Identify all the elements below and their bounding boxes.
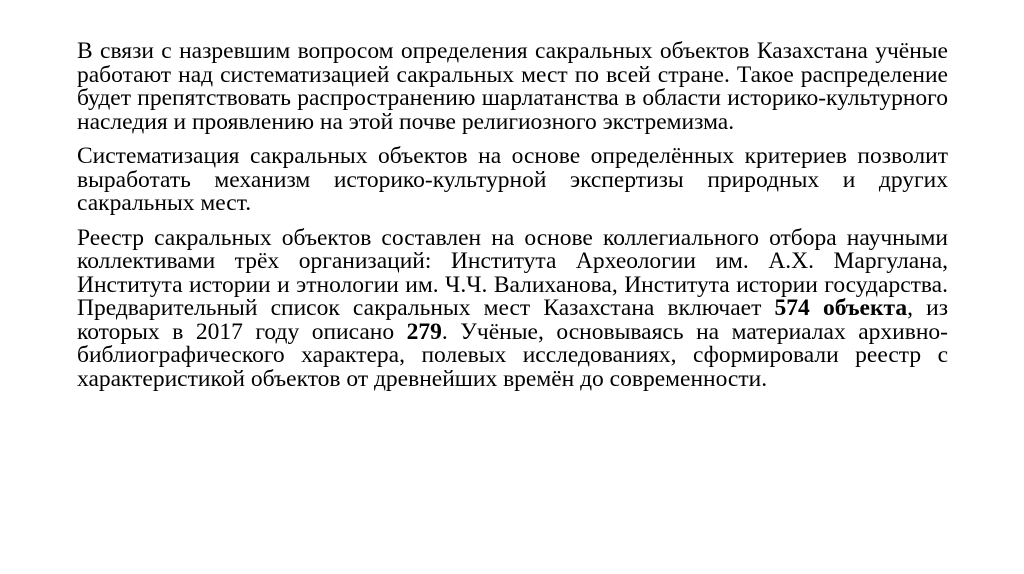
paragraph-3-text-part2: , из которых в 2017 году описано bbox=[77, 295, 949, 345]
text-block bbox=[77, 40, 948, 402]
paragraph-3 bbox=[77, 224, 949, 392]
paragraph-2 bbox=[77, 145, 948, 216]
paragraph-1-text: В связи с назревшим вопросом определения сакральных объектов Казахстана учёные работают над систематизацией сакральных мест по всей стране. Такое распределение будет препятствовать распространению шарлатанства в области историко-культурного наследия и проявлению на этой почве религиозного экстремизма. bbox=[77, 38, 948, 135]
paragraph-2-text: Систематизация сакральных объектов на основе определённых критериев позволит выработать механизм историко-культурной экспертизы природных и других сакральных мест. bbox=[77, 143, 948, 216]
paragraph-3-text-part1: Реестр сакральных объектов составлен на основе коллегиального отбора научными коллективами трёх организаций: Института Археологии им. А.Х. Маргулана, Института истории и этнологии им. Ч.Ч. Валиханова, Института истории государства. Предварительный список сакральных мест Казахстана включает bbox=[77, 224, 948, 321]
paragraph-3-text-part3: . Учёные, основываясь на материалах архивно-библиографического характера, полевых исследованиях, сформировали реестр с характеристикой объектов от древнейших времён до современности. bbox=[77, 318, 949, 392]
described-count: 279 bbox=[406, 318, 442, 345]
objects-count: 574 объекта bbox=[774, 295, 908, 321]
paragraph-1 bbox=[77, 40, 948, 134]
